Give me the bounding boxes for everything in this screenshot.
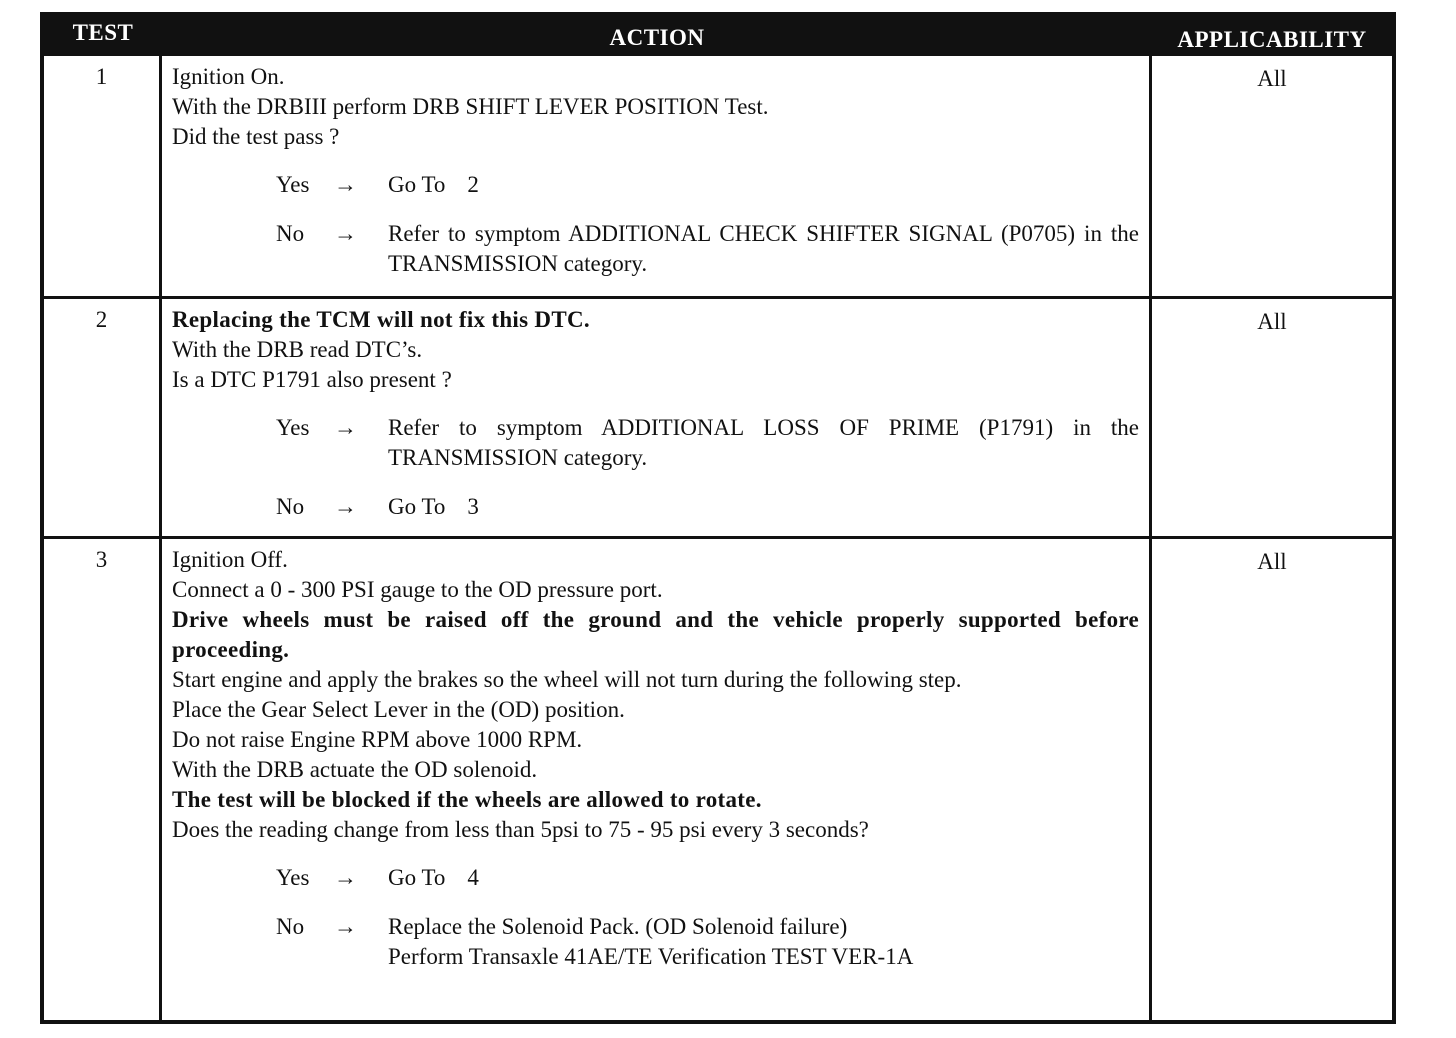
table-row xyxy=(44,296,1392,536)
action-cell xyxy=(162,539,1152,1020)
warning-line: The test will be blocked if the wheels are allowed to rotate. xyxy=(172,787,762,812)
action-line: With the DRB actuate the OD solenoid. xyxy=(172,757,538,782)
action-line: With the DRB read DTC’s. xyxy=(172,337,423,362)
no-label: No xyxy=(276,914,305,939)
action-line: Is a DTC P1791 also present ? xyxy=(172,367,452,392)
yes-result-text: Refer to symptom ADDITIONAL LOSS OF PRIME (P1791) in the TRANSMISSION category. xyxy=(388,415,1139,470)
yes-label: Yes xyxy=(276,172,310,197)
goto-number: 2 xyxy=(467,172,479,197)
yes-label: Yes xyxy=(276,865,310,890)
yes-option xyxy=(276,413,1139,473)
header-action: ACTION xyxy=(609,25,705,50)
applicability-value: All xyxy=(1257,66,1287,91)
applicability-value: All xyxy=(1257,309,1287,334)
yes-option xyxy=(276,863,1139,893)
test-number: 3 xyxy=(44,539,162,1020)
action-line: With the DRBIII perform DRB SHIFT LEVER POSITION Test. xyxy=(172,94,769,119)
arrow-icon: → xyxy=(334,415,357,440)
warning-line: Drive wheels must be raised off the ground and the vehicle properly supported before proceeding. xyxy=(172,607,1139,662)
arrow-icon: → xyxy=(334,494,357,519)
goto-text: Go To xyxy=(388,865,446,890)
applicability-value: All xyxy=(1257,549,1287,574)
no-label: No xyxy=(276,221,305,246)
arrow-icon: → xyxy=(334,865,357,890)
goto-text: Go To xyxy=(388,494,446,519)
action-line: Start engine and apply the brakes so the wheel will not turn during the following step. xyxy=(172,667,962,692)
diagnostic-table xyxy=(40,12,1396,1024)
arrow-icon: → xyxy=(334,172,357,197)
yes-label: Yes xyxy=(276,415,310,440)
no-label: No xyxy=(276,494,305,519)
answer-options xyxy=(172,413,1139,522)
action-cell xyxy=(162,56,1152,296)
no-option xyxy=(276,492,1139,522)
header-applicability: APPLICABILITY xyxy=(1177,27,1367,52)
goto-text: Go To xyxy=(388,172,446,197)
action-line: Do not raise Engine RPM above 1000 RPM. xyxy=(172,727,583,752)
goto-number: 4 xyxy=(467,865,479,890)
table-header xyxy=(44,16,1392,56)
table-row xyxy=(44,536,1392,1020)
action-line: Does the reading change from less than 5psi to 75 - 95 psi every 3 seconds? xyxy=(172,817,869,842)
action-line: Did the test pass ? xyxy=(172,124,340,149)
test-number: 2 xyxy=(44,299,162,536)
no-option xyxy=(276,912,1139,972)
arrow-icon: → xyxy=(334,914,357,939)
yes-option xyxy=(276,170,1139,200)
warning-line: Replacing the TCM will not fix this DTC. xyxy=(172,307,590,332)
answer-options xyxy=(172,863,1139,972)
action-cell xyxy=(162,299,1152,536)
header-test: TEST xyxy=(72,20,134,45)
table-row xyxy=(44,56,1392,296)
no-result-text: Replace the Solenoid Pack. (OD Solenoid failure) xyxy=(388,914,848,939)
test-number: 1 xyxy=(44,56,162,296)
action-line: Ignition Off. xyxy=(172,547,288,572)
answer-options xyxy=(172,170,1139,279)
no-option xyxy=(276,219,1139,279)
action-line: Connect a 0 - 300 PSI gauge to the OD pressure port. xyxy=(172,577,663,602)
no-result-text: Perform Transaxle 41AE/TE Verification TEST VER-1A xyxy=(388,944,914,969)
action-line: Place the Gear Select Lever in the (OD) position. xyxy=(172,697,625,722)
arrow-icon: → xyxy=(334,221,357,246)
no-result-text: Refer to symptom ADDITIONAL CHECK SHIFTER SIGNAL (P0705) in the TRANSMISSION category. xyxy=(388,221,1139,276)
action-line: Ignition On. xyxy=(172,64,285,89)
goto-number: 3 xyxy=(467,494,479,519)
